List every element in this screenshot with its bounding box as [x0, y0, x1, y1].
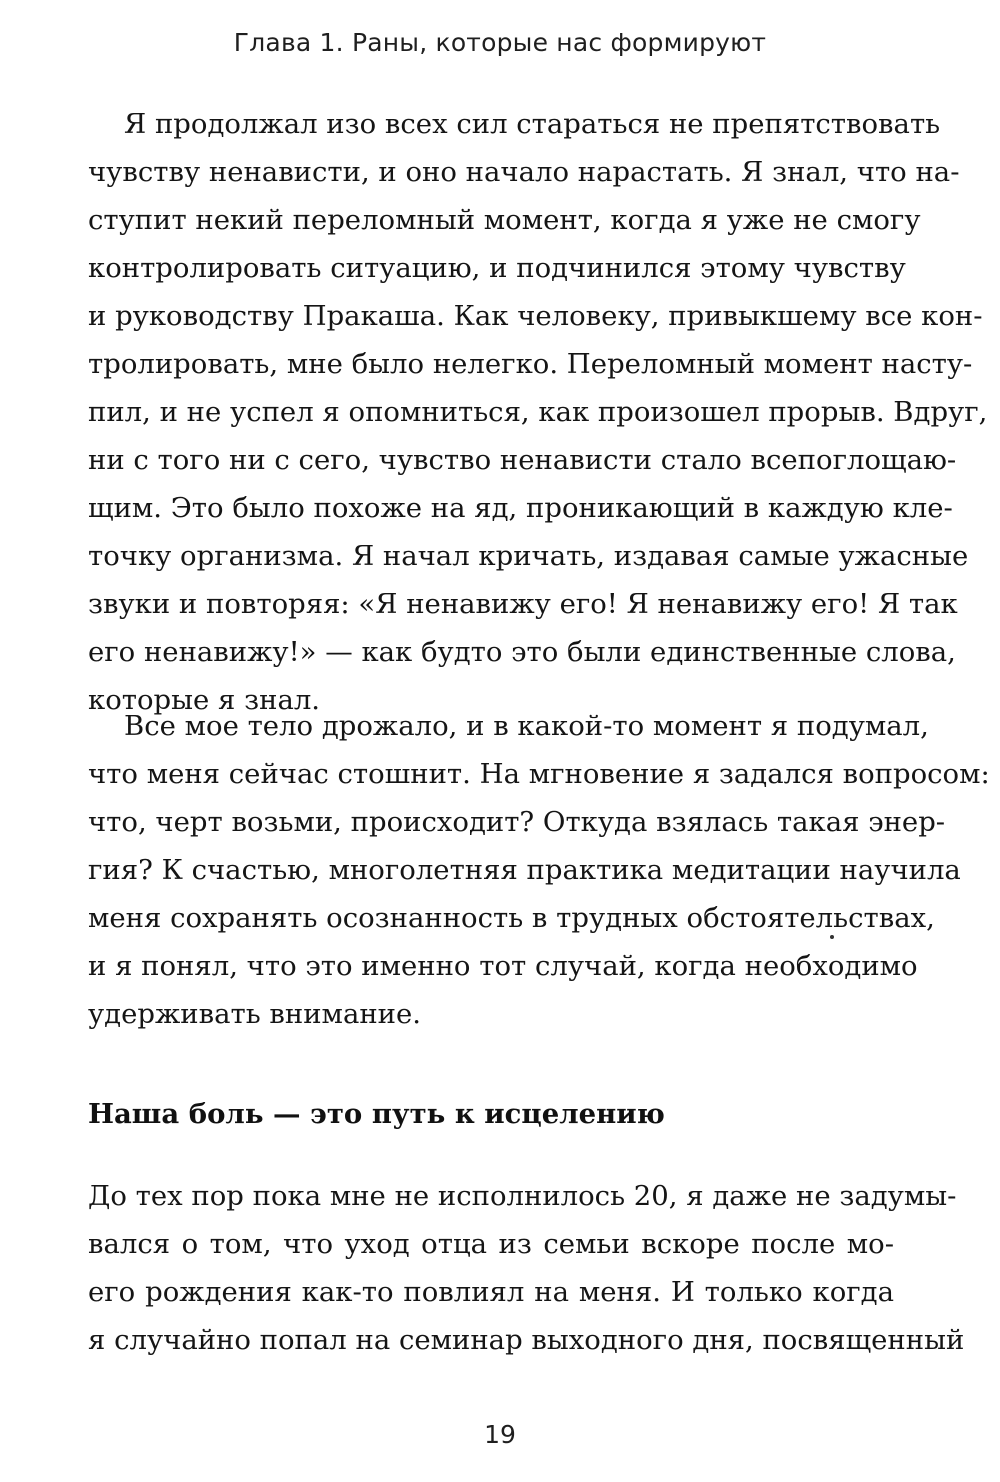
- paragraph-line: щим. Это было похоже на яд, проникающий в каждую кле-: [88, 492, 953, 524]
- section-heading: Наша боль — это путь к исцелению: [88, 1098, 665, 1130]
- paragraph-line: контролировать ситуацию, и подчинился этому чувству: [88, 252, 906, 284]
- paragraph-1: [88, 100, 988, 724]
- paragraph-line: ни с того ни с сего, чувство ненависти стало всепоглощаю-: [88, 444, 957, 476]
- paragraph-line: удерживать внимание.: [88, 998, 422, 1030]
- paragraph-line: точку организма. Я начал кричать, издавая самые ужасные: [88, 540, 969, 572]
- page-number: 19: [484, 1420, 516, 1449]
- paragraph-line: Я продолжал изо всех сил стараться не препятствовать: [124, 108, 941, 140]
- paragraph-line: что меня сейчас стошнит. На мгновение я задался вопросом:: [88, 758, 990, 790]
- section-paragraph: [88, 1172, 965, 1364]
- paragraph-line: звуки и повторяя: «Я ненавижу его! Я ненавижу его! Я так: [88, 588, 958, 620]
- paragraph-line: Все мое тело дрожало, и в какой-то момент я подумал,: [124, 710, 929, 742]
- paragraph-line: я случайно попал на семинар выходного дня, посвященный: [88, 1324, 965, 1356]
- paragraph-line: что, черт возьми, происходит? Откуда взялась такая энер-: [88, 806, 946, 838]
- paragraph-line: тролировать, мне было нелегко. Переломный момент насту-: [88, 348, 973, 380]
- paragraph-line: ступит некий переломный момент, когда я уже не смогу: [88, 204, 921, 236]
- paragraph-line: и я понял, что это именно тот случай, когда необходимо: [88, 950, 918, 982]
- paragraph-line: его рождения как-то повлиял на меня. И только когда: [88, 1276, 894, 1308]
- paragraph-line: пил, и не успел я опомниться, как произошел прорыв. Вдруг,: [88, 396, 988, 428]
- print-speck: [830, 935, 834, 939]
- paragraph-line: чувству ненависти, и оно начало нарастать. Я знал, что на-: [88, 156, 960, 188]
- paragraph-line: которые я знал.: [88, 684, 321, 716]
- paragraph-line: и руководству Пракаша. Как человеку, привыкшему все кон-: [88, 300, 983, 332]
- paragraph-line: вался о том, что уход отца из семьи вскоре после мо-: [88, 1228, 894, 1260]
- paragraph-2: [88, 702, 990, 1038]
- running-head: Глава 1. Раны, которые нас формируют: [233, 28, 767, 57]
- paragraph-line: гия? К счастью, многолетняя практика медитации научила: [88, 854, 961, 886]
- paragraph-line: его ненавижу!» — как будто это были единственные слова,: [88, 636, 956, 668]
- paragraph-line: До тех пор пока мне не исполнилось 20, я даже не задумы-: [88, 1180, 957, 1212]
- paragraph-line: меня сохранять осознанность в трудных обстоятельствах,: [88, 902, 935, 934]
